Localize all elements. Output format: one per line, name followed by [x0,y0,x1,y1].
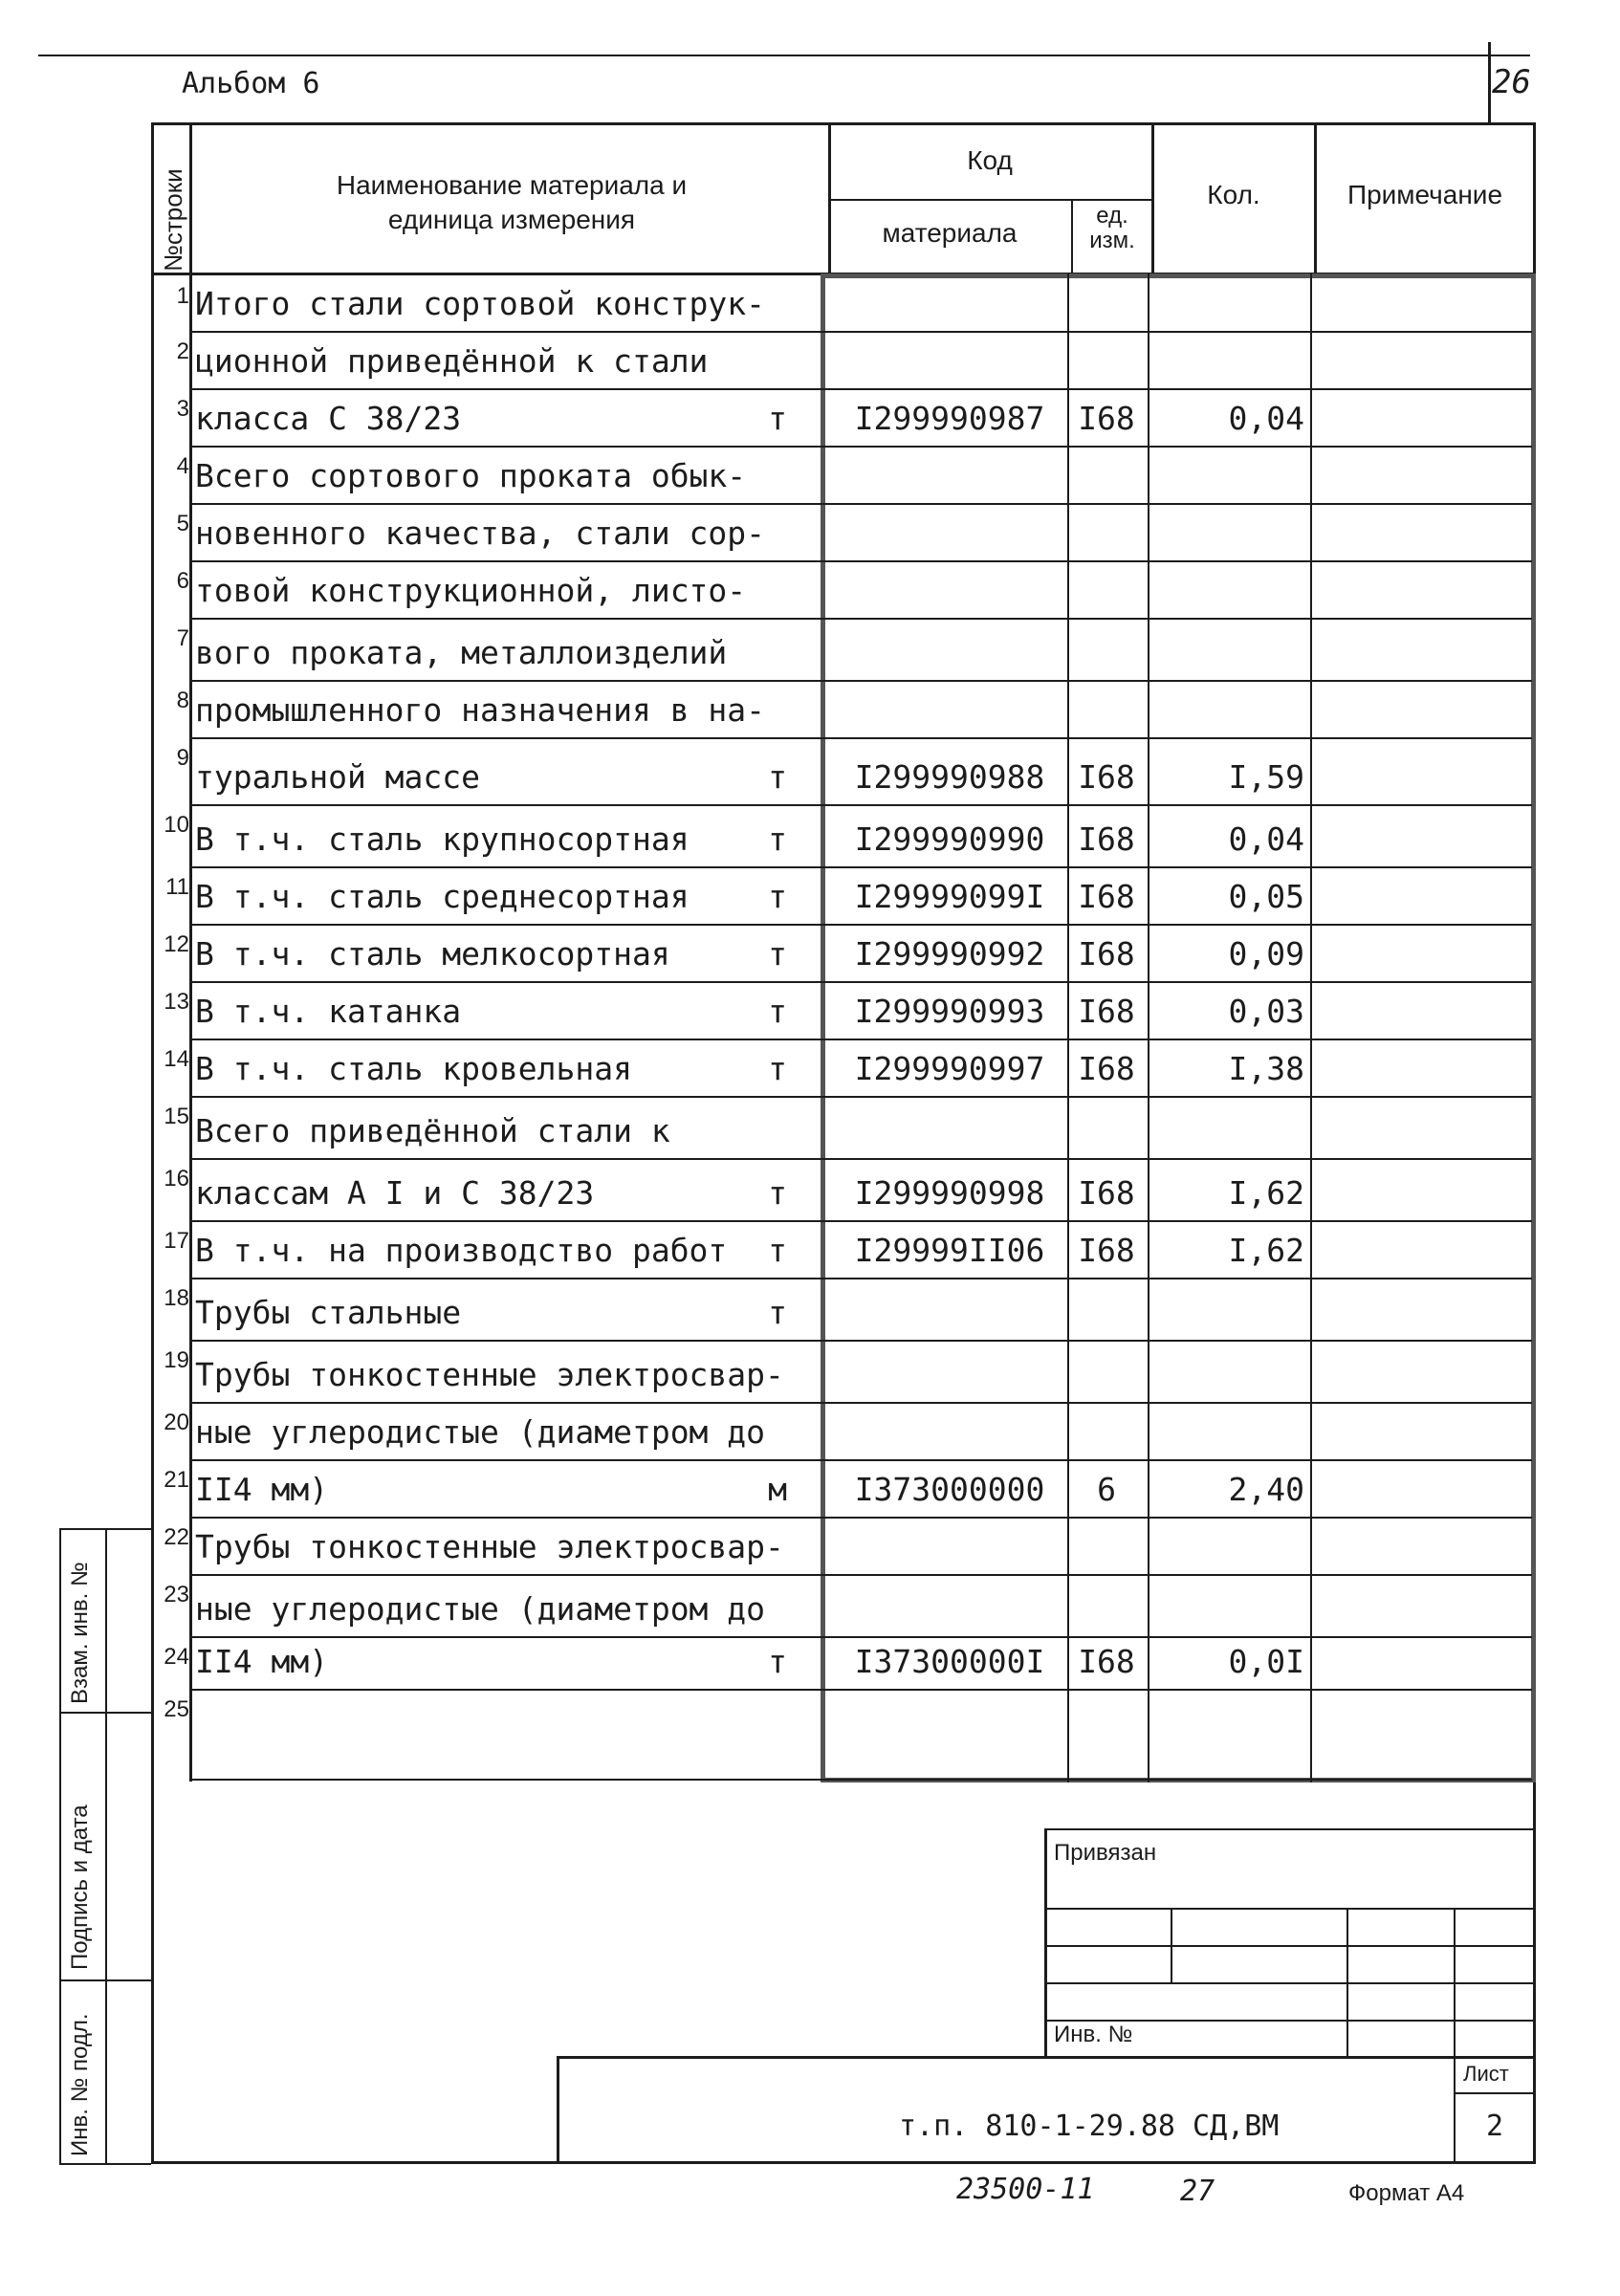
material-code: I29999II06 [854,1232,1045,1269]
row-divider [189,446,1532,448]
unit-symbol: т [768,1232,787,1269]
unit-code: I68 [1078,758,1135,796]
unit-symbol: т [768,1174,787,1212]
material-code: I299990990 [854,820,1045,858]
material-name: ные углеродистые (диаметром до [195,1413,766,1451]
side-bottom-line [59,2163,151,2165]
stamp-row-2 [1044,1945,1536,1947]
unit-symbol: т [768,400,787,437]
row-divider [189,331,1532,333]
unit-code: I68 [1078,878,1135,915]
material-name: ционной приведённой к стали [195,342,709,380]
quantity: 0,03 [1228,993,1304,1030]
unit-symbol: м [768,1471,787,1508]
row-number: 6 [176,568,189,594]
note-header: Примечание [1346,180,1503,209]
material-name: новенного качества, стали сор- [195,514,766,552]
row-divider [189,1039,1532,1040]
unit-code: I68 [1078,935,1135,973]
material-name: вого проката, металлоизделий [195,634,728,671]
unit-symbol: т [768,1050,787,1087]
row-divider [189,737,1532,739]
format-label: Формат А4 [1348,2180,1465,2206]
quantity: I,38 [1228,1050,1304,1087]
name-header-line2: единица измерения [387,205,636,234]
inv-no-label: Инв. № [1054,2022,1133,2047]
page-number: 26 [1492,63,1531,101]
material-code: I29999099I [854,878,1045,915]
row-number: 16 [164,1166,189,1192]
material-name: туральной массе [195,758,481,796]
material-name: В т.ч. сталь крупносортная [195,820,690,858]
material-name: Трубы тонкостенные электросвар- [195,1528,784,1565]
material-name: промышленного назначения в на- [195,691,766,729]
material-name: классам А I и С 38/23 [195,1174,595,1212]
page-number-divider [1488,42,1491,122]
row-number: 20 [164,1410,189,1435]
quantity: I,62 [1228,1232,1304,1269]
title-top-line [557,2056,1536,2059]
row-number: 8 [176,688,189,713]
row-divider [189,1402,1532,1404]
material-name: В т.ч. сталь мелкосортная [195,935,670,973]
col-line-note [1310,273,1312,1782]
side-divider-2 [59,1979,151,1981]
row-divider [189,1459,1532,1461]
stamp-top-line [1044,1828,1536,1830]
unit-symbol: т [768,820,787,858]
quantity: 0,04 [1228,400,1304,437]
quantity: 0,05 [1228,878,1304,915]
material-name: Всего приведённой стали к [195,1112,670,1149]
row-divider [189,560,1532,562]
unit-symbol: т [768,935,787,973]
designation-code: т.п. 810-1-29.88 СД,ВМ [899,2110,1280,2143]
row-number: 17 [164,1228,189,1254]
stamp-col-1 [1171,1908,1172,1982]
material-code: I299990992 [854,935,1045,973]
unit-code: I68 [1078,400,1135,437]
row-number: 13 [164,989,189,1015]
stamp-row-1 [1044,1908,1536,1910]
row-divider [189,1636,1532,1638]
row-divider [189,1574,1532,1576]
side-label-vzam: Взам. инв. № [67,1562,93,1704]
material-name: Трубы тонкостенные электросвар- [195,1356,784,1393]
col-line-rownum [189,122,192,1782]
privyazan-label: Привязан [1054,1840,1157,1866]
name-header-line1: Наименование материала и [336,170,688,200]
quantity: I,59 [1228,758,1304,796]
row-divider [189,1340,1532,1342]
row-number: 2 [176,339,189,364]
side-label-podpis: Подпись и дата [67,1804,93,1970]
side-label-inv-podl: Инв. № подл. [67,2013,93,2156]
quantity-header: Кол. [1207,180,1260,209]
unit-header-line1: ед. [1096,203,1128,229]
unit-symbol: т [768,1294,787,1331]
material-name: товой конструкционной, листо- [195,572,747,609]
material-name: класса С 38/23 [195,400,462,437]
unit-code: 6 [1097,1471,1116,1508]
col-line-unit [1067,273,1069,1782]
material-name: В т.ч. сталь среднесортная [195,878,690,915]
material-code: I299990987 [854,400,1045,437]
material-code: I37300000I [854,1643,1045,1680]
row-divider [189,503,1532,505]
material-name: В т.ч. сталь кровельная [195,1050,632,1087]
side-divider-1 [59,1712,151,1714]
material-code: I299990993 [854,993,1045,1030]
unit-code: I68 [1078,1174,1135,1212]
material-code: I299990997 [854,1050,1045,1087]
unit-symbol: т [768,878,787,915]
quantity: 0,0I [1228,1643,1304,1680]
side-left-line [59,1528,61,2164]
stamp-left-line [1044,1828,1047,2058]
unit-code: I68 [1078,993,1135,1030]
row-divider [189,388,1532,390]
quantity: I,62 [1228,1174,1304,1212]
material-code: I299990988 [854,758,1045,796]
col-line-qty [1148,273,1149,1782]
row-number: 11 [165,874,189,900]
top-rule [38,55,1530,56]
row-divider [189,1517,1532,1519]
material-name: Всего сортового проката обык- [195,457,747,494]
row-number: 18 [164,1285,189,1311]
order-number: 23500-11 [956,2173,1095,2206]
material-name: Трубы стальные [195,1294,462,1331]
row-number: 25 [164,1696,189,1722]
quantity: 0,09 [1228,935,1304,973]
row-number: 15 [164,1104,189,1129]
row-divider [189,680,1532,682]
material-name: В т.ч. на производство работ [195,1232,728,1269]
row-number: 4 [176,453,189,479]
row-number: 3 [176,396,189,422]
material-name: Итого стали сортовой конструк- [195,285,766,322]
material-name: В т.ч. катанка [195,993,462,1030]
row-number: 12 [164,931,189,957]
row-number: 10 [164,812,189,838]
unit-symbol: т [768,993,787,1030]
material-code: I373000000 [854,1471,1045,1508]
stamp-row-3 [1044,1982,1536,1984]
material-name: II4 мм) [195,1471,329,1508]
quantity: 0,04 [1228,820,1304,858]
row-number: 24 [164,1644,189,1670]
unit-code: I68 [1078,1643,1135,1680]
sheet-number: 2 [1485,2110,1504,2143]
sheet-label-line [1454,2092,1536,2094]
row-number: 1 [176,283,189,309]
quantity: 2,40 [1228,1471,1304,1508]
code-subhead-line [828,199,1151,201]
unit-header-line2: изм. [1089,228,1135,253]
row-divider [189,1689,1532,1691]
row-number-header: №строки [159,168,187,272]
title-left-line [557,2056,559,2164]
row-number: 5 [176,511,189,536]
material-code-header: материала [882,218,1018,248]
row-divider [189,1158,1532,1160]
code-header: Код [967,145,1013,175]
material-name: II4 мм) [195,1643,329,1680]
row-number: 14 [164,1046,189,1072]
row-divider [189,866,1532,868]
side-mid-line [105,1528,107,2164]
row-divider [189,804,1532,806]
material-code: I299990998 [854,1174,1045,1212]
sheet-label: Лист [1463,2062,1509,2086]
row-divider [189,1096,1532,1098]
row-number: 21 [164,1467,189,1493]
row-divider [189,1220,1532,1222]
row-number: 9 [176,745,189,771]
copy-number: 27 [1180,2175,1215,2208]
stamp-col-2 [1346,1908,1348,2056]
unit-symbol: т [768,758,787,796]
row-divider [189,924,1532,926]
row-divider [189,1779,1532,1781]
row-divider [189,618,1532,620]
row-number: 23 [164,1582,189,1607]
unit-code: I68 [1078,1050,1135,1087]
row-number: 19 [164,1347,189,1373]
material-name: ные углеродистые (диаметром до [195,1590,766,1628]
row-divider [189,981,1532,983]
row-number: 7 [176,625,189,651]
row-number: 22 [164,1524,189,1550]
unit-code: I68 [1078,1232,1135,1269]
unit-code: I68 [1078,820,1135,858]
row-divider [189,1278,1532,1279]
album-label: Альбом 6 [182,67,320,100]
unit-symbol: т [768,1643,787,1680]
